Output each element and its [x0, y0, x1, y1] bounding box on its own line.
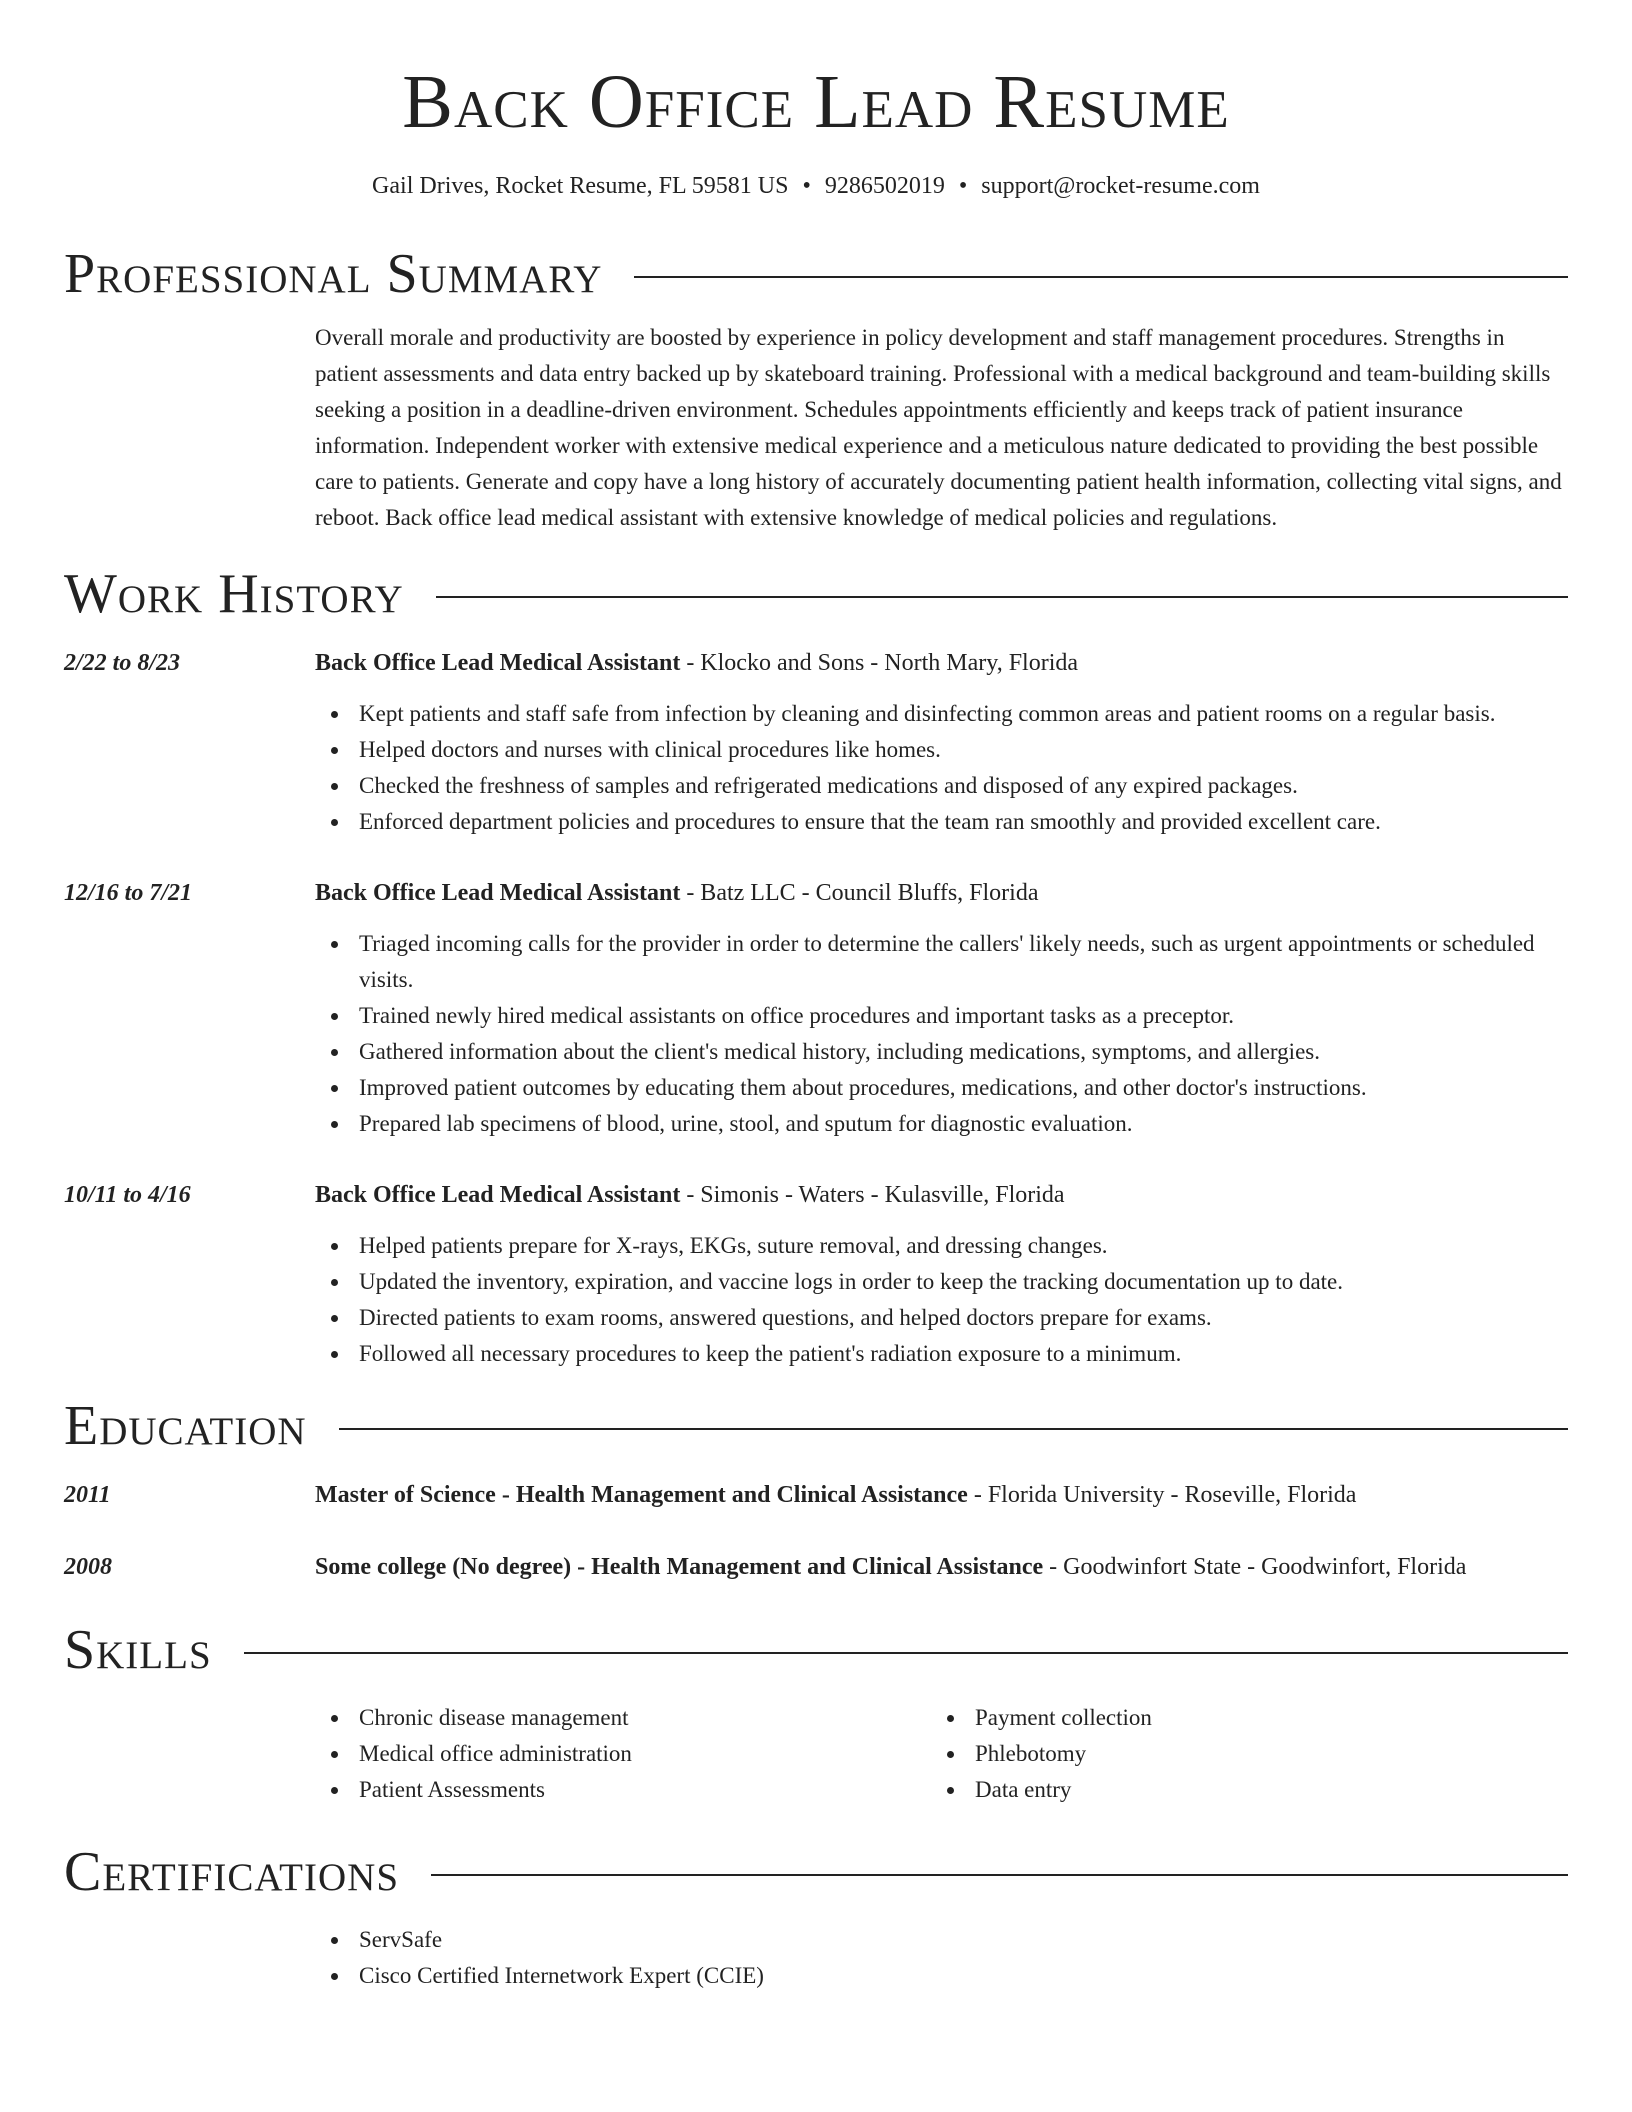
contact-address: Gail Drives, Rocket Resume, FL 59581 US	[372, 173, 789, 199]
section-title-education: Education	[64, 1394, 307, 1457]
job-bullets	[315, 926, 1568, 1142]
job-bullet: Improved patient outcomes by educating them about procedures, medications, and other doctor's instructions.	[315, 1070, 1568, 1106]
job-bullets	[315, 1228, 1568, 1372]
certifications-list	[315, 1922, 1568, 1994]
contact-phone: 9286502019	[824, 173, 945, 199]
section-divider	[431, 1874, 1568, 1876]
job-details: - Klocko and Sons - North Mary, Florida	[680, 649, 1079, 676]
job-details: - Simonis - Waters - Kulasville, Florida	[680, 1181, 1065, 1208]
section-divider	[244, 1652, 1568, 1654]
job-title: Back Office Lead Medical Assistant	[315, 879, 681, 906]
section-header-summary	[64, 242, 1568, 305]
skills-column-right	[931, 1700, 1547, 1808]
job-entry	[64, 874, 1568, 1142]
job-heading	[315, 1176, 1568, 1214]
job-bullet: Enforced department policies and procedures to ensure that the team ran smoothly and provided excellent care.	[315, 804, 1568, 840]
skill-item: Payment collection	[931, 1700, 1547, 1736]
skill-item: Phlebotomy	[931, 1736, 1547, 1772]
certifications-column	[315, 1922, 931, 1994]
education-entry	[64, 1476, 1568, 1514]
skill-item: Chronic disease management	[315, 1700, 931, 1736]
job-bullet: Helped patients prepare for X-rays, EKGs, suture removal, and dressing changes.	[315, 1228, 1568, 1264]
certification-item: ServSafe	[315, 1922, 931, 1958]
certification-item: Cisco Certified Internetwork Expert (CCIE)	[315, 1958, 931, 1994]
summary-text: Overall morale and productivity are boosted by experience in policy development and staff management procedures. Strengths in patient assessments and data entry backed up by skateboard training. Professional with a medical background and team-building skills seeking a position in a deadline-driven environment. Schedules appointments efficiently and keeps track of patient insurance information. Independent worker with extensive medical experience and a meticulous nature dedicated to providing the best possible care to patients. Generate and copy have a long history of accurately documenting patient health information, collecting vital signs, and reboot. Back office lead medical assistant with extensive knowledge of medical policies and regulations.	[315, 324, 1562, 530]
job-main	[315, 1176, 1568, 1372]
job-bullet: Trained newly hired medical assistants on office procedures and important tasks as a preceptor.	[315, 998, 1568, 1034]
job-bullet: Gathered information about the client's medical history, including medications, symptoms, and allergies.	[315, 1034, 1568, 1070]
section-divider	[339, 1428, 1568, 1430]
contact-line	[64, 170, 1568, 204]
skill-item: Medical office administration	[315, 1736, 931, 1772]
job-entry	[64, 644, 1568, 840]
section-header-skills	[64, 1618, 1568, 1681]
job-title: Back Office Lead Medical Assistant	[315, 649, 681, 676]
section-divider	[436, 596, 1568, 598]
contact-separator: •	[802, 173, 811, 199]
job-details: - Batz LLC - Council Bluffs, Florida	[680, 879, 1039, 906]
job-bullet: Followed all necessary procedures to keep the patient's radiation exposure to a minimum.	[315, 1336, 1568, 1372]
education-entry	[64, 1548, 1568, 1586]
job-heading	[315, 644, 1568, 682]
job-bullet: Helped doctors and nurses with clinical procedures like homes.	[315, 732, 1568, 768]
job-entry	[64, 1176, 1568, 1372]
skills-column-left	[315, 1700, 931, 1808]
section-header-education	[64, 1394, 1568, 1457]
job-bullet: Triaged incoming calls for the provider in order to determine the callers' likely needs, such as urgent appointments or scheduled visits.	[315, 926, 1568, 998]
education-main	[315, 1476, 1568, 1514]
job-bullet: Prepared lab specimens of blood, urine, stool, and sputum for diagnostic evaluation.	[315, 1106, 1568, 1142]
job-bullet: Checked the freshness of samples and refrigerated medications and disposed of any expired packages.	[315, 768, 1568, 804]
education-year: 2008	[64, 1553, 112, 1580]
section-divider	[634, 276, 1568, 278]
job-title: Back Office Lead Medical Assistant	[315, 1181, 681, 1208]
job-dates: 12/16 to 7/21	[64, 879, 193, 906]
education-degree: Master of Science - Health Management and Clinical Assistance	[315, 1481, 968, 1508]
job-main	[315, 644, 1568, 840]
job-dates: 2/22 to 8/23	[64, 649, 181, 676]
education-details: - Florida University - Roseville, Florida	[967, 1481, 1357, 1508]
job-bullet: Kept patients and staff safe from infection by cleaning and disinfecting common areas and patient rooms on a regular basis.	[315, 696, 1568, 732]
section-header-work	[64, 562, 1568, 625]
section-title-certifications: Certifications	[64, 1840, 400, 1903]
resume-title: Back Office Lead Resume	[402, 60, 1230, 144]
job-dates: 10/11 to 4/16	[64, 1181, 191, 1208]
education-year: 2011	[64, 1481, 111, 1508]
section-title-summary: Professional Summary	[64, 242, 603, 305]
education-main	[315, 1548, 1568, 1586]
job-bullet: Updated the inventory, expiration, and vaccine logs in order to keep the tracking documentation up to date.	[315, 1264, 1568, 1300]
section-title-work: Work History	[64, 562, 404, 625]
contact-email: support@rocket-resume.com	[981, 173, 1260, 199]
section-title-skills: Skills	[64, 1618, 212, 1681]
section-header-certifications	[64, 1840, 1568, 1903]
skill-item: Patient Assessments	[315, 1772, 931, 1808]
job-bullets	[315, 696, 1568, 840]
job-heading	[315, 874, 1568, 912]
education-degree: Some college (No degree) - Health Management and Clinical Assistance	[315, 1553, 1044, 1580]
job-main	[315, 874, 1568, 1142]
education-details: - Goodwinfort State - Goodwinfort, Florida	[1043, 1553, 1467, 1580]
job-bullet: Directed patients to exam rooms, answered questions, and helped doctors prepare for exams.	[315, 1300, 1568, 1336]
skills-grid	[315, 1700, 1568, 1808]
contact-separator: •	[958, 173, 968, 199]
skill-item: Data entry	[931, 1772, 1547, 1808]
